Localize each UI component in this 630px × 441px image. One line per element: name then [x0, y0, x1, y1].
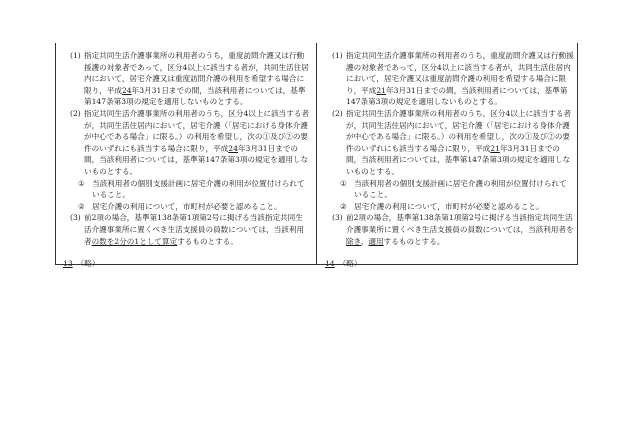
left-sub-1-text: 当該利用者の個別支援計画に居宅介護の利用が位置付けられていること。 — [92, 178, 305, 200]
left-item-2-number: (2) — [70, 108, 81, 118]
left-item-1 — [60, 50, 310, 108]
left-column — [60, 50, 310, 277]
right-item-1-year: 21 — [376, 85, 387, 95]
left-sub-1 — [60, 178, 310, 201]
left-item-2-text-b: 年3月31日までの間，当該利用者については，基準第147条第3項の規定を適用しないものとする。 — [84, 143, 309, 176]
left-item-3-underlined: の数を2分の1として算定 — [91, 236, 178, 246]
left-sub-2-text: 居宅介護の利用について，市町村が必要と認めること。 — [92, 201, 282, 211]
right-item-3-number: (3) — [332, 213, 343, 223]
left-item-2-year: 24 — [228, 143, 238, 153]
left-footer-number: 13 — [63, 259, 73, 269]
right-item-2-text-a: 指定共同生活介護事業所の利用者のうち，区分4以上に該当する者が，共同生活住居内において，居宅介護（「居宅における身体介護が中心である場合」に限る。）の利用を希望し，次の①及び②の要件のいずれにも該当する場合に限り，平成 — [346, 108, 572, 153]
left-item-3 — [60, 212, 310, 247]
right-item-3-text-mid: ， — [360, 236, 369, 246]
left-item-3-number: (3) — [70, 213, 81, 223]
left-item-1-number: (1) — [70, 51, 81, 60]
left-item-3-text-a: 前2項の場合，基準第138条第1項第2号に掲げる当該指定共同生活介護事業所に置くべき生活支援員の員数については，当該利用者 — [84, 213, 305, 246]
right-item-1-text-b: 年3月31日までの間，当該利用者については，基準第147条第3項の規定を適用しないものとする。 — [346, 85, 568, 107]
right-item-3-underlined-2: 適用 — [368, 236, 384, 246]
left-item-2 — [60, 108, 310, 178]
right-item-1 — [322, 50, 574, 108]
column-divider — [316, 43, 317, 265]
right-sub-1-text: 当該利用者の個別支援計画に居宅介護の利用が位置付けられていること。 — [354, 178, 567, 200]
left-item-1-text-a: 指定共同生活介護事業所の利用者のうち，重度訪問介護又は行動援護の対象者であって，区分4以上に該当する者が，共同生活住居内において，居宅介護又は重度訪問介護の利用を希望する場合に限り，平成 — [84, 51, 309, 95]
right-sub-1 — [322, 178, 574, 201]
right-item-2 — [322, 108, 574, 178]
right-sub-1-number: ① — [340, 178, 347, 188]
right-item-3-text-a: 前2項の場合，基準第138条第1項第2号に掲げる当該指定共同生活介護事業所に置くべき生活支援員の員数については，当該利用者を — [346, 213, 574, 234]
left-item-2-text-a: 指定共同生活介護事業所の利用者のうち，区分4以上に該当する者が，共同生活住居内において，居宅介護（「居宅における身体介護が中心である場合」に限る。）の利用を希望し，次の①及び②の要件のいずれにも該当する場合に限り，平成 — [84, 108, 310, 153]
right-item-3-underlined-1: 除き — [346, 236, 361, 246]
left-sub-2 — [60, 201, 310, 213]
left-sub-1-number: ① — [78, 178, 85, 188]
right-sub-2-number: ② — [340, 201, 347, 211]
left-sub-2-number: ② — [78, 201, 85, 211]
right-item-1-text-a: 指定共同生活介護事業所の利用者のうち，重度訪問介護又は行動援護の対象者であって，区分4以上に該当する者が，共同生活住居内において，居宅介護又は重度訪問介護の利用を希望する場合に限り，平成 — [346, 51, 574, 95]
right-column — [322, 50, 574, 277]
right-sub-2 — [322, 201, 574, 213]
right-item-2-year: 21 — [490, 143, 500, 153]
right-item-3 — [322, 212, 574, 247]
right-footer-text: （略） — [338, 259, 362, 269]
right-item-3-text-b: するものとする。 — [383, 236, 445, 246]
left-item-3-text-b: するものとする。 — [177, 236, 238, 246]
left-item-1-year: 24 — [121, 85, 132, 95]
right-footer — [322, 258, 574, 270]
right-item-2-text-b: 年3月31日までの間，当該利用者については，基準第147条第3項の規定を適用しないものとする。 — [346, 143, 571, 176]
left-footer — [60, 258, 310, 270]
right-item-1-number: (1) — [332, 51, 343, 60]
left-item-1-text-b: 年3月31日までの間，当該利用者については，基準第147条第3項の規定を適用しないものとする。 — [84, 85, 306, 107]
right-item-2-number: (2) — [332, 108, 343, 118]
right-sub-2-text: 居宅介護の利用について，市町村が必要と認めること。 — [354, 201, 544, 211]
left-footer-text: （略） — [76, 259, 100, 269]
right-footer-number: 14 — [325, 259, 335, 269]
